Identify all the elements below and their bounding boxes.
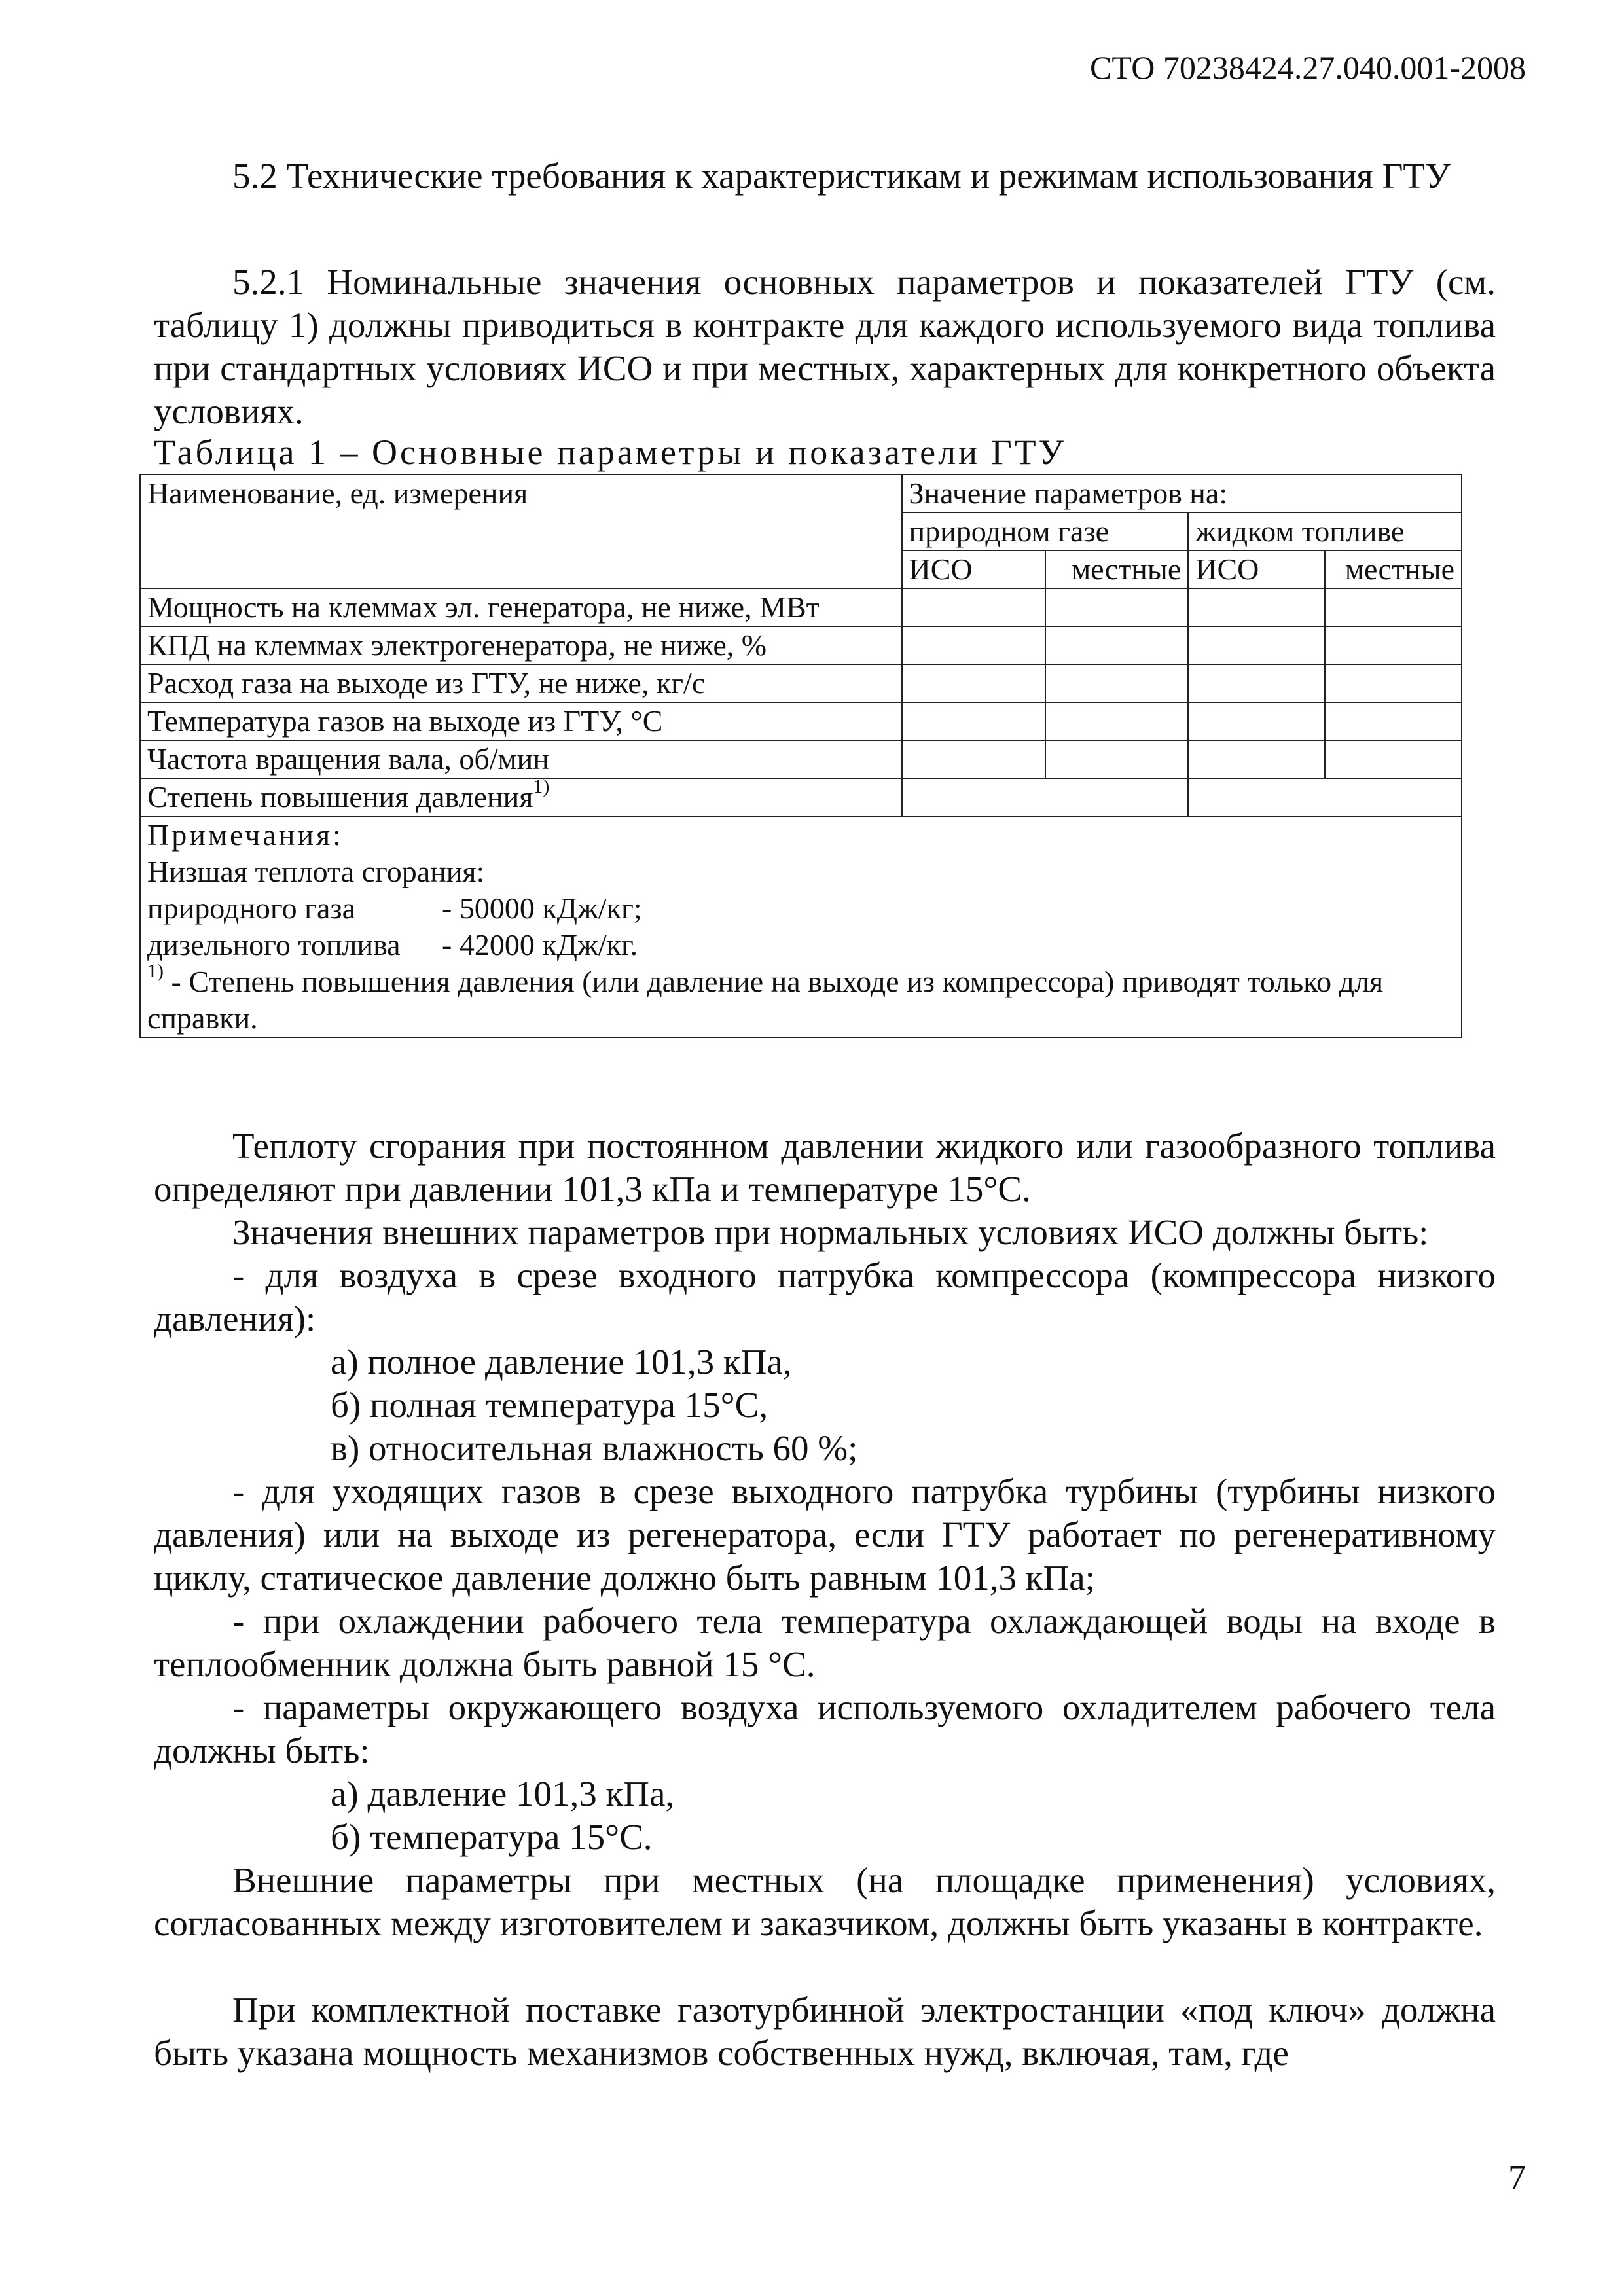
page-number: 7 [1508, 2158, 1526, 2197]
paragraph: - для уходящих газов в срезе выходного патрубка турбины (турбины низкого давления) или на выходе из регенератора, если ГТУ работает по регенеративному циклу, статическое давление должно быть равным 101,3 кПа; [154, 1471, 1496, 1598]
notes-gas-value: - 50000 кДж/кг; [442, 891, 642, 925]
header-local-liquid: местные [1325, 550, 1462, 588]
notes-line: Низшая теплота сгорания: [147, 855, 485, 888]
header-iso-liquid: ИСО [1188, 550, 1325, 588]
header-values: Значение параметров на: [902, 475, 1462, 512]
notes-title: Примечания: [147, 818, 344, 852]
table-caption: Таблица 1 – Основные параметры и показатели ГТУ [154, 433, 1066, 472]
header-local-gas: местные [1045, 550, 1188, 588]
paragraph: - при охлаждении рабочего тела температура охлаждающей воды на входе в теплообменник должна быть равной 15 °С. [154, 1601, 1496, 1684]
document-code: СТО 70238424.27.040.001-2008 [1090, 49, 1526, 86]
row-label: Температура газов на выходе из ГТУ, °С [140, 702, 902, 740]
table-row [140, 664, 1462, 702]
list-item: а) полное давление 101,3 кПа, [331, 1342, 792, 1382]
paragraph: Внешние параметры при местных (на площадке применения) условиях, согласованных между изготовителем и заказчиком, должны быть указаны в контракте. [154, 1860, 1496, 1943]
list-block [154, 1772, 1496, 1859]
header-natural-gas: природном газе [902, 512, 1189, 550]
list-item: б) температура 15°С. [331, 1817, 653, 1857]
row-label: Степень повышения давления$^{1)}$ [140, 778, 902, 816]
row-label: Частота вращения вала, об/мин [140, 740, 902, 778]
list-item: а) давление 101,3 кПа, [331, 1774, 675, 1814]
list-block [154, 1340, 1496, 1470]
paragraph: Теплоту сгорания при постоянном давлении жидкого или газообразного топлива определяют при давлении 101,3 кПа и температуре 15°С. [154, 1126, 1496, 1209]
footnote-mark: 1) [147, 960, 164, 982]
table-row [140, 588, 1462, 626]
notes-diesel-label: дизельного топлива [147, 928, 401, 961]
row-label: Мощность на клеммах эл. генератора, не ниже, МВт [140, 588, 902, 626]
row-label: КПД на клеммах электрогенератора, не ниже, % [140, 626, 902, 664]
paragraph: При комплектной поставке газотурбинной электростанции «под ключ» должна быть указана мощность механизмов собственных нужд, включая, там, где [154, 1990, 1496, 2073]
table-notes [140, 816, 1462, 1037]
notes-footnote: - Степень повышения давления (или давление на выходе из компрессора) приводят только для справки. [147, 965, 1384, 1035]
paragraph: Значения внешних параметров при нормальных условиях ИСО должны быть: [232, 1212, 1429, 1252]
paragraph-5-2-1: 5.2.1 Номинальные значения основных параметров и показателей ГТУ (см. таблицу 1) должны приводиться в контракте для каждого используемого вида топлива при стандартных условиях ИСО и при местных, характерных для конкретного объекта условиях. [154, 262, 1496, 431]
parameters-table [139, 474, 1462, 1038]
footnote-mark: 1) [533, 776, 550, 797]
table-row [140, 702, 1462, 740]
row-label: Расход газа на выходе из ГТУ, не ниже, кг/с [140, 664, 902, 702]
list-item: в) относительная влажность 60 %; [331, 1428, 858, 1468]
paragraph: - параметры окружающего воздуха используемого охладителем рабочего тела должны быть: [154, 1687, 1496, 1770]
table-row [140, 626, 1462, 664]
table-row [140, 778, 1462, 816]
table-row [140, 740, 1462, 778]
header-iso-gas: ИСО [902, 550, 1045, 588]
paragraph: - для воздуха в срезе входного патрубка компрессора (компрессора низкого давления): [154, 1255, 1496, 1338]
section-heading: 5.2 Технические требования к характеристикам и режимам использования ГТУ [232, 156, 1451, 196]
header-liquid-fuel: жидком топливе [1188, 512, 1462, 550]
notes-gas-label: природного газа [147, 891, 356, 925]
list-item: б) полная температура 15°С, [331, 1385, 768, 1425]
notes-diesel-value: - 42000 кДж/кг. [442, 928, 638, 961]
header-name: Наименование, ед. измерения [140, 475, 902, 588]
